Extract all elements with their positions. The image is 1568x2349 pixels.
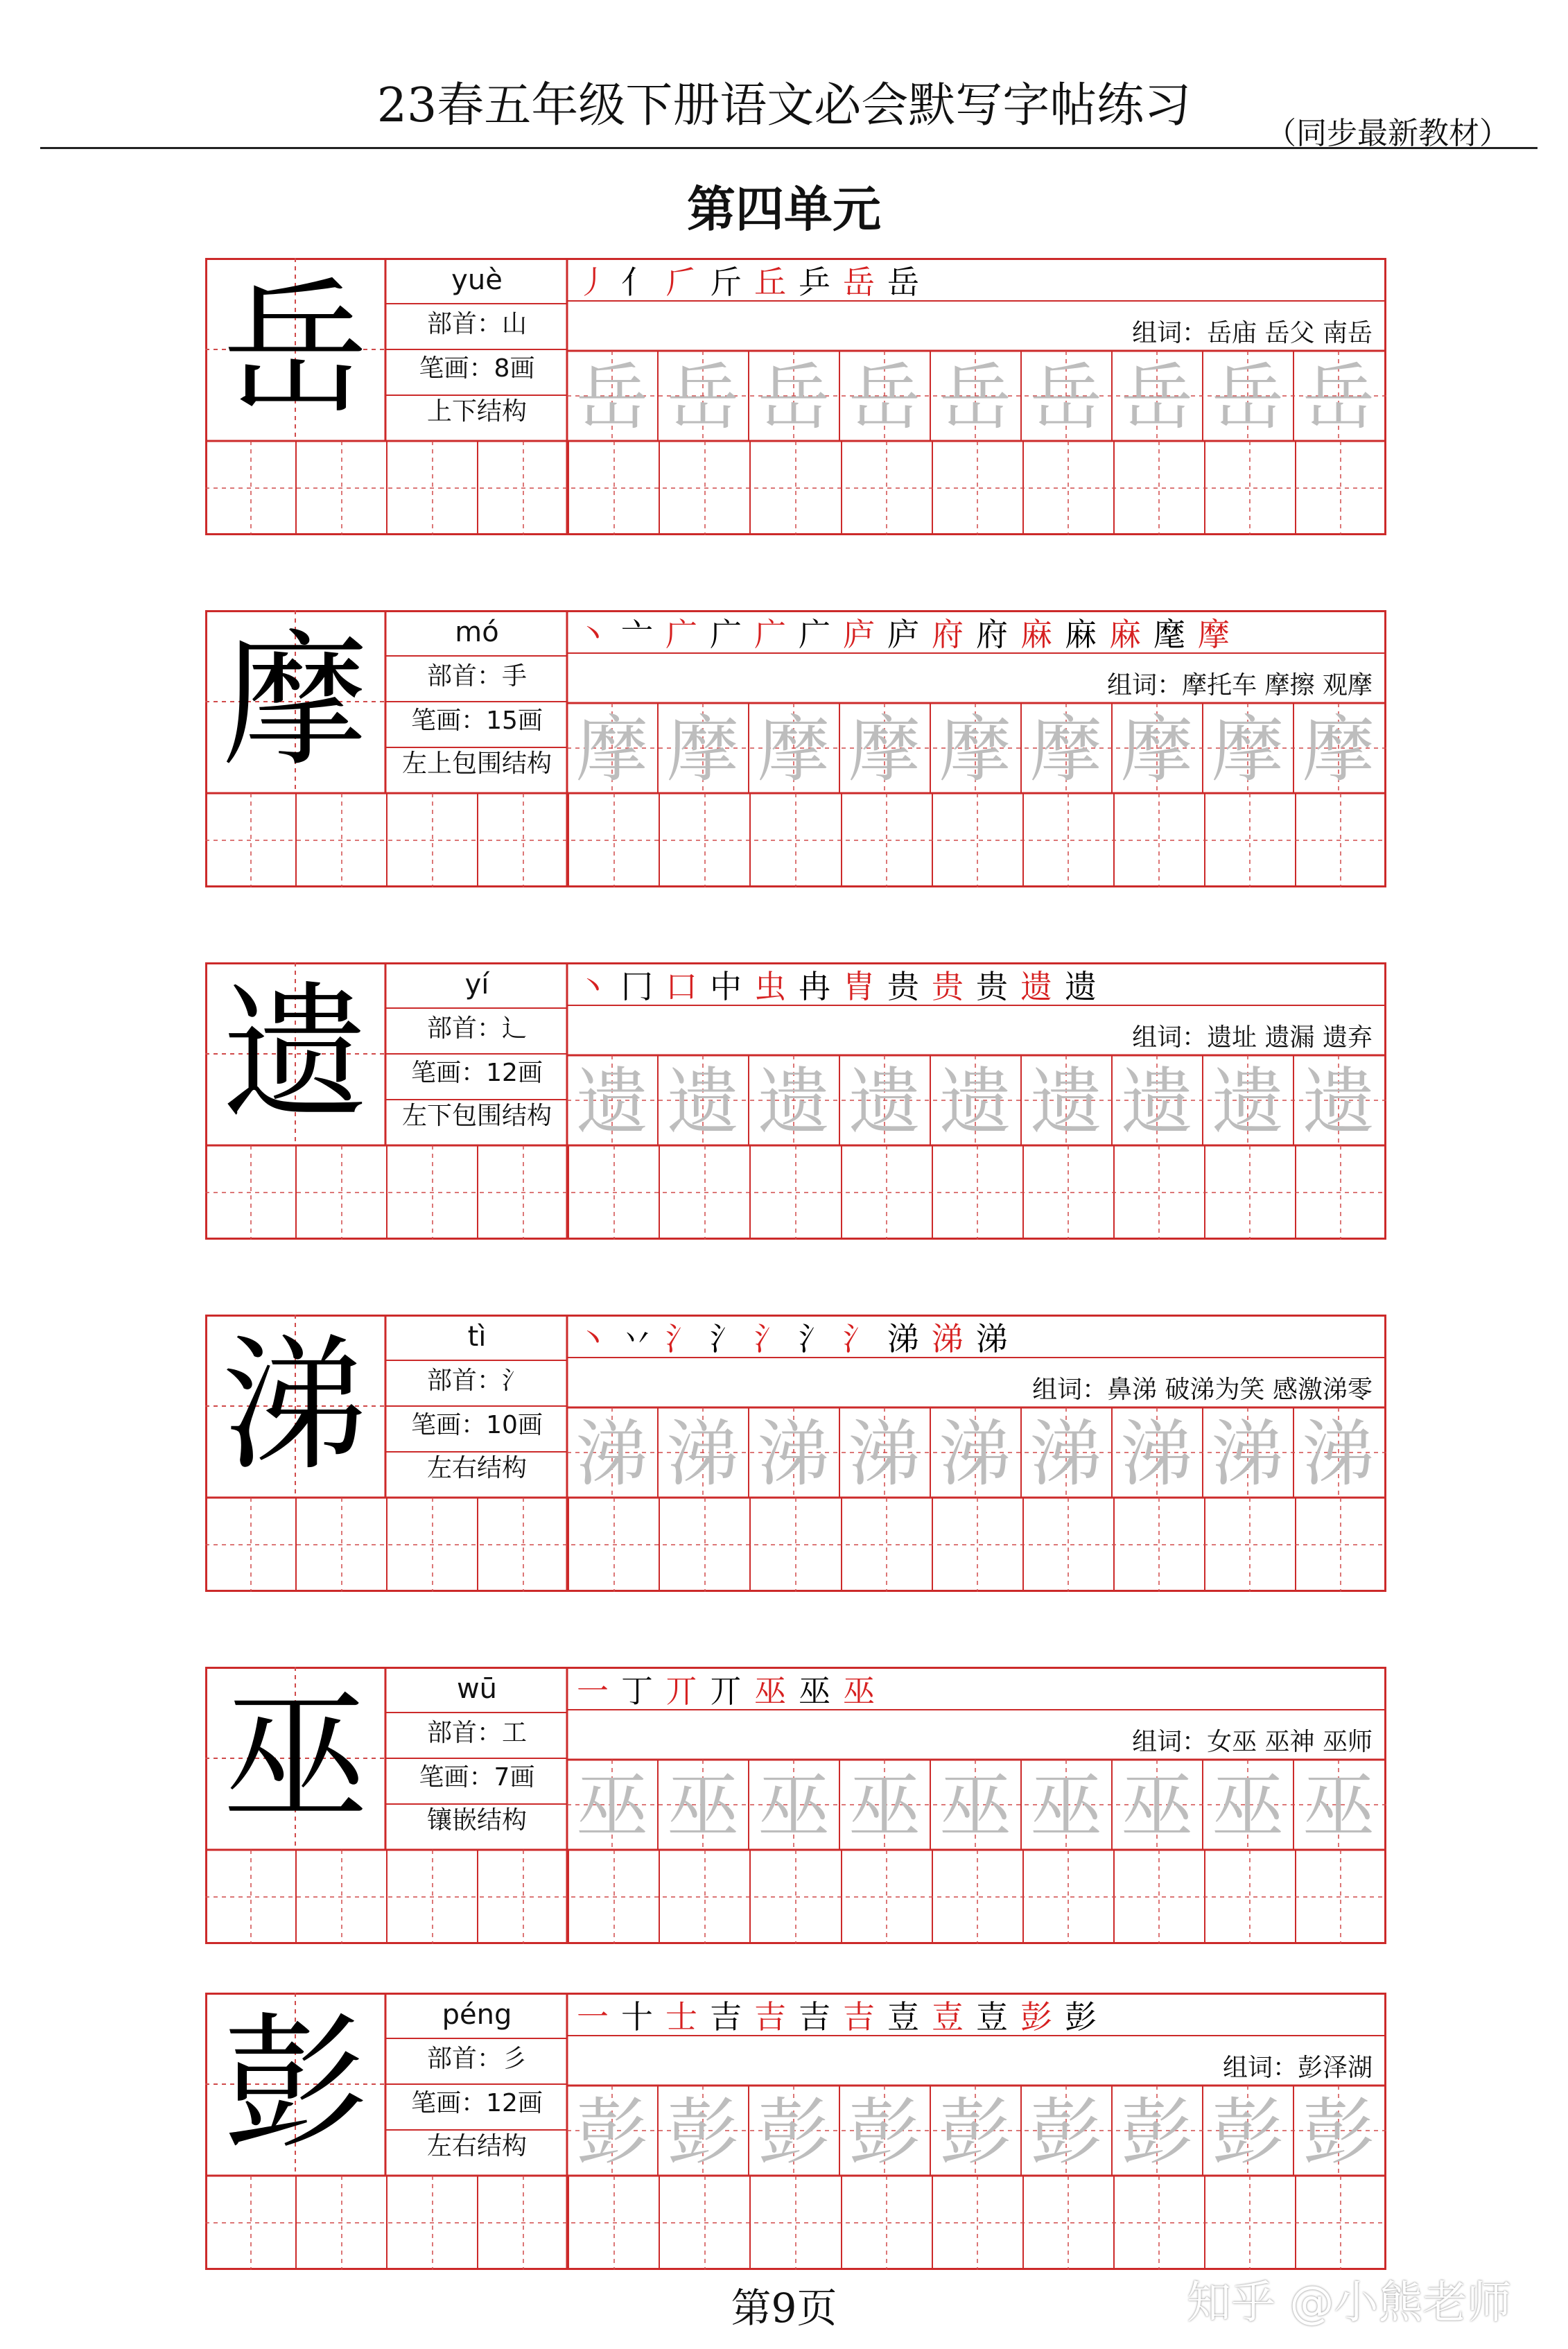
trace-character: 岳 [1302,355,1375,440]
trace-character: 遗 [1211,1059,1284,1144]
word-examples: 组词：摩托车 摩擦 观摩 [1107,671,1373,700]
stroke-step: 广 [665,616,697,653]
trace-character: 彭 [1211,2090,1284,2174]
trace-character: 摩 [1029,707,1102,792]
stroke-step: 丌 [710,1672,742,1710]
model-character: 岳 [222,264,368,434]
trace-character: 遗 [666,1059,739,1144]
pinyin-label: mó [455,616,499,648]
stroke-step: 广 [799,616,830,653]
stroke-step: 贵 [887,968,919,1005]
trace-character: 巫 [757,1764,830,1848]
stroke-step: 巫 [843,1672,875,1710]
pinyin-label: péng [442,1999,512,2031]
stroke-step: 巫 [754,1672,786,1710]
structure-label: 左下包围结构 [401,1102,552,1130]
stroke-step: 亠 [621,616,653,653]
structure-label: 左上包围结构 [401,749,552,778]
stroke-step: 冂 [621,968,653,1005]
trace-character: 岳 [666,355,739,440]
stroke-count-label: 笔画：10画 [411,1411,543,1439]
stroke-step: 冉 [799,968,830,1005]
trace-character: 遗 [757,1059,830,1144]
trace-character: 摩 [1120,707,1193,792]
model-character: 摩 [222,616,368,786]
trace-character: 彭 [1120,2090,1193,2174]
trace-character: 遗 [1302,1059,1375,1144]
stroke-step: 广 [754,616,786,653]
stroke-step: 庐 [843,616,875,653]
radical-label: 部首：工 [426,1719,527,1747]
stroke-step: 士 [665,1998,697,2036]
stroke-step: 摩 [1198,616,1230,653]
trace-character: 涕 [575,1412,648,1496]
trace-character: 摩 [848,707,921,792]
trace-character: 涕 [757,1412,830,1496]
pinyin-label: yí [464,969,489,1000]
stroke-step: 一 [577,1998,609,2036]
stroke-step: 麾 [1153,616,1185,653]
trace-character: 摩 [666,707,739,792]
character-block [205,258,1386,535]
stroke-step: 府 [932,616,964,653]
stroke-count-label: 笔画：12画 [411,1059,543,1087]
stroke-count-label: 笔画：7画 [419,1763,535,1792]
radical-label: 部首：氵 [426,1367,527,1395]
stroke-count-label: 笔画：15画 [411,707,543,735]
trace-character: 岳 [939,355,1011,440]
stroke-step: 遗 [1065,968,1097,1005]
title-divider [40,147,1537,149]
model-character: 彭 [222,1999,368,2169]
trace-character: 彭 [939,2090,1011,2174]
stroke-step: 丌 [665,1672,697,1710]
trace-character: 涕 [666,1412,739,1496]
model-character: 遗 [222,969,368,1138]
stroke-step: 吉 [710,1998,742,2036]
trace-character: 巫 [848,1764,921,1848]
trace-character: 涕 [1211,1412,1284,1496]
stroke-step: 虫 [754,968,786,1005]
unit-heading: 第四单元 [687,180,881,238]
trace-character: 巫 [575,1764,648,1848]
trace-character: 遗 [1029,1059,1102,1144]
trace-character: 巫 [1211,1764,1284,1848]
stroke-step: 氵 [799,1320,830,1358]
stroke-order-row [577,262,932,301]
word-examples: 组词：彭泽湖 [1222,2054,1373,2082]
stroke-step: 丿 [577,263,609,301]
stroke-step: 壴 [976,1998,1008,2036]
stroke-step: 贵 [976,968,1008,1005]
model-character: 巫 [222,1673,368,1843]
trace-character: 彭 [575,2090,648,2174]
word-examples: 组词：女巫 巫神 巫师 [1132,1728,1373,1756]
stroke-order-row [577,614,1242,653]
trace-character: 摩 [939,707,1011,792]
trace-character: 遗 [848,1059,921,1144]
trace-character: 涕 [939,1412,1011,1496]
trace-character: 彭 [1029,2090,1102,2174]
trace-character: 涕 [1120,1412,1193,1496]
stroke-step: 岳 [843,263,875,301]
stroke-step: 府 [976,616,1008,653]
structure-label: 镶嵌结构 [426,1806,527,1835]
trace-character: 岳 [757,355,830,440]
stroke-step: 麻 [1109,616,1141,653]
stroke-step: 丶 [577,968,609,1005]
stroke-step: 吉 [843,1998,875,2036]
page-title [0,68,1568,151]
title-text: 23春五年级下册语文必会默写字帖练习 [376,78,1192,133]
word-examples: 组词：岳庙 岳父 南岳 [1132,319,1373,347]
radical-label: 部首：彡 [426,2045,527,2073]
trace-character: 遗 [939,1059,1011,1144]
stroke-step: 庐 [887,616,919,653]
trace-character: 岳 [1120,355,1193,440]
stroke-step: 氵 [710,1320,742,1358]
stroke-step: 彭 [1065,1998,1097,2036]
stroke-step: 吉 [754,1998,786,2036]
stroke-step: 氵 [754,1320,786,1358]
stroke-step: 涕 [976,1320,1008,1358]
trace-character: 摩 [757,707,830,792]
trace-character: 涕 [1029,1412,1102,1496]
radical-label: 部首：手 [426,662,527,691]
character-block [205,1667,1386,1944]
word-examples: 组词：遗址 遗漏 遗弃 [1132,1023,1373,1052]
stroke-step: 彭 [1020,1998,1052,2036]
stroke-step: 亻 [621,263,653,301]
stroke-step: 涕 [887,1320,919,1358]
trace-character: 摩 [1302,707,1375,792]
trace-character: 巫 [1029,1764,1102,1848]
stroke-step: 麻 [1020,616,1052,653]
character-block [205,1315,1386,1592]
pinyin-label: yuè [451,264,503,296]
character-block [205,610,1386,887]
trace-character: 彭 [848,2090,921,2174]
trace-character: 岳 [848,355,921,440]
stroke-step: 乒 [799,263,830,301]
stroke-step: 中 [710,968,742,1005]
stroke-step: 丷 [621,1320,653,1358]
stroke-step: 一 [577,1672,609,1710]
trace-character: 摩 [575,707,648,792]
radical-label: 部首：辶 [426,1014,527,1043]
stroke-step: 吉 [799,1998,830,2036]
trace-character: 巫 [1120,1764,1193,1848]
stroke-step: 斤 [710,263,742,301]
structure-label: 上下结构 [426,397,527,426]
trace-character: 遗 [575,1059,648,1144]
trace-character: 巫 [939,1764,1011,1848]
stroke-step: 𠂆 [665,263,697,301]
character-block [205,1993,1386,2270]
pinyin-label: tì [467,1321,487,1353]
trace-character: 岳 [1029,355,1102,440]
stroke-step: 麻 [1065,616,1097,653]
stroke-step: 口 [665,968,697,1005]
radical-label: 部首：山 [426,310,527,338]
word-examples: 组词：鼻涕 破涕为笑 感激涕零 [1032,1376,1373,1404]
stroke-step: 岳 [887,263,919,301]
stroke-order-row [577,1671,887,1710]
stroke-step: 氵 [665,1320,697,1358]
stroke-step: 氵 [843,1320,875,1358]
stroke-step: 丶 [577,616,609,653]
stroke-count-label: 笔画：12画 [411,2089,543,2117]
stroke-step: 巫 [799,1672,830,1710]
stroke-step: 丘 [754,263,786,301]
trace-character: 彭 [757,2090,830,2174]
structure-label: 左右结构 [426,1454,527,1482]
trace-character: 彭 [1302,2090,1375,2174]
stroke-step: 贵 [932,968,964,1005]
stroke-step: 涕 [932,1320,964,1358]
character-block [205,962,1386,1240]
trace-character: 遗 [1120,1059,1193,1144]
stroke-step: 丁 [621,1672,653,1710]
trace-character: 彭 [666,2090,739,2174]
trace-character: 巫 [666,1764,739,1848]
stroke-step: 胄 [843,968,875,1005]
model-character: 涕 [222,1321,368,1491]
trace-character: 巫 [1302,1764,1375,1848]
page-number: 第9页 [731,2285,837,2332]
stroke-step: 壴 [887,1998,919,2036]
trace-character: 岳 [1211,355,1284,440]
stroke-order-row [577,1997,1109,2036]
watermark: 知乎 @小熊老师 [1187,2278,1512,2329]
stroke-step: 十 [621,1998,653,2036]
title-subtitle: （同步最新教材） [1266,116,1510,151]
structure-label: 左右结构 [426,2132,527,2160]
trace-character: 岳 [575,355,648,440]
stroke-step: 遗 [1020,968,1052,1005]
stroke-step: 广 [710,616,742,653]
stroke-count-label: 笔画：8画 [419,354,535,383]
stroke-step: 壴 [932,1998,964,2036]
trace-character: 涕 [848,1412,921,1496]
pinyin-label: wū [456,1673,498,1705]
trace-character: 摩 [1211,707,1284,792]
stroke-order-row [577,1319,1020,1358]
stroke-step: 丶 [577,1320,609,1358]
trace-character: 涕 [1302,1412,1375,1496]
stroke-order-row [577,967,1109,1003]
